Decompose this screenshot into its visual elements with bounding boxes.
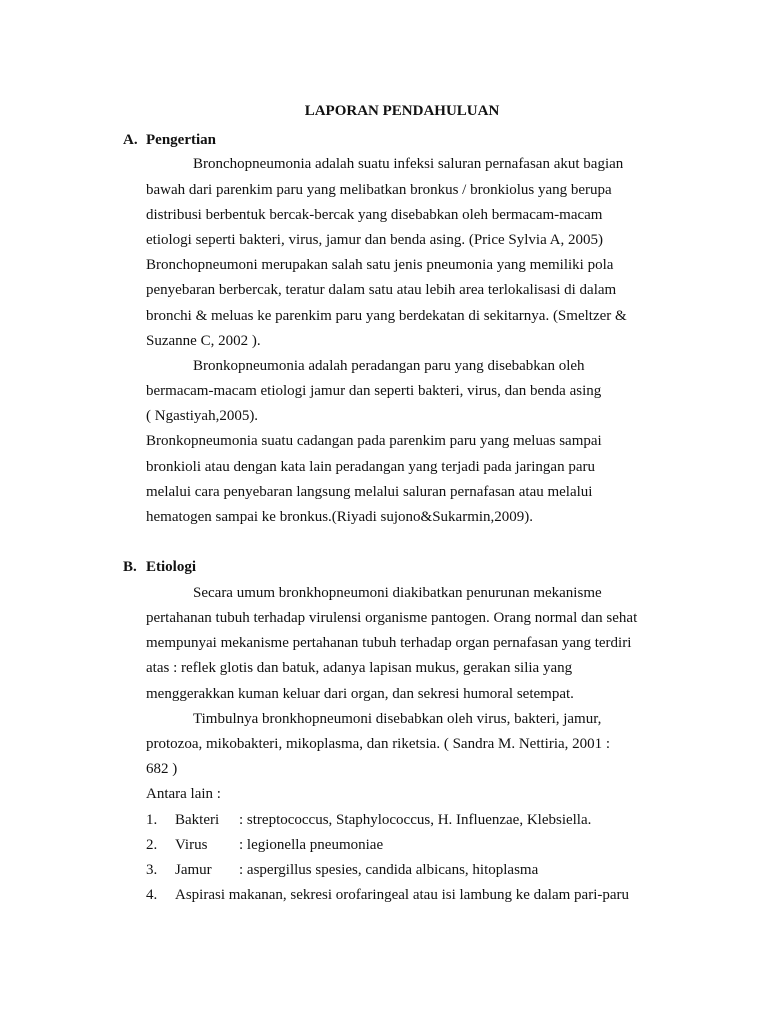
- section-title: Pengertian: [146, 132, 216, 148]
- list-label: Bakteri: [175, 812, 220, 828]
- section-heading-etiologi: [123, 557, 196, 577]
- paragraph-line: Suzanne C, 2002 ).: [146, 333, 261, 349]
- paragraph-line: bermacam-macam etiologi jamur dan seperti bakteri, virus, dan benda asing: [146, 383, 602, 399]
- list-number: 2.: [146, 837, 158, 853]
- list-label: Jamur: [175, 862, 212, 878]
- paragraph-line: ( Ngastiyah,2005).: [146, 408, 259, 424]
- paragraph-line: mempunyai mekanisme pertahanan tubuh terhadap organ pernafasan yang terdiri: [146, 635, 632, 651]
- document-title: LAPORAN PENDAHULUAN: [304, 103, 500, 119]
- paragraph-line: pertahanan tubuh terhadap virulensi organisme pantogen. Orang normal dan sehat: [146, 610, 638, 626]
- paragraph-line: atas : reflek glotis dan batuk, adanya lapisan mukus, gerakan silia yang: [146, 660, 573, 676]
- paragraph-line: bronchi & meluas ke parenkim paru yang berdekatan di sekitarnya. (Smeltzer &: [146, 308, 627, 324]
- paragraph-line: Bronchopneumonia adalah suatu infeksi saluran pernafasan akut bagian: [193, 156, 624, 172]
- paragraph-line: distribusi berbentuk bercak-bercak yang disebabkan oleh bermacam-macam: [146, 207, 603, 223]
- section-letter: A.: [123, 132, 138, 148]
- paragraph-line: Antara lain :: [146, 786, 221, 802]
- list-text: Aspirasi makanan, sekresi orofaringeal atau isi lambung ke dalam pari-paru: [175, 887, 630, 903]
- list-number: 1.: [146, 812, 158, 828]
- list-description: : streptococcus, Staphylococcus, H. Influenzae, Klebsiella.: [239, 812, 592, 828]
- section-letter: B.: [123, 559, 137, 575]
- list-number: 3.: [146, 862, 158, 878]
- paragraph-line: Bronkopneumonia adalah peradangan paru yang disebabkan oleh: [193, 358, 585, 374]
- paragraph-line: protozoa, mikobakteri, mikoplasma, dan riketsia. ( Sandra M. Nettiria, 2001 :: [146, 736, 611, 752]
- paragraph-line: melalui cara penyebaran langsung melalui saluran pernafasan atau melalui: [146, 484, 593, 500]
- paragraph-line: menggerakkan kuman keluar dari organ, dan sekresi humoral setempat.: [146, 686, 574, 702]
- paragraph-line: Timbulnya bronkhopneumoni disebabkan oleh virus, bakteri, jamur,: [193, 711, 602, 727]
- list-number: 4.: [146, 887, 158, 903]
- paragraph-line: Bronkopneumonia suatu cadangan pada parenkim paru yang meluas sampai: [146, 433, 602, 449]
- paragraph-line: hematogen sampai ke bronkus.(Riyadi sujono&Sukarmin,2009).: [146, 509, 534, 525]
- paragraph-line: Secara umum bronkhopneumoni diakibatkan penurunan mekanisme: [193, 585, 602, 601]
- list-description: : legionella pneumoniae: [239, 837, 384, 853]
- paragraph-line: 682 ): [146, 761, 178, 777]
- list-label: Virus: [175, 837, 208, 853]
- paragraph-line: etiologi seperti bakteri, virus, jamur dan benda asing. (Price Sylvia A, 2005): [146, 232, 603, 248]
- paragraph-line: Bronchopneumoni merupakan salah satu jenis pneumonia yang memiliki pola: [146, 257, 614, 273]
- paragraph-line: bronkioli atau dengan kata lain peradangan yang terjadi pada jaringan paru: [146, 459, 595, 475]
- list-description: : aspergillus spesies, candida albicans, hitoplasma: [239, 862, 539, 878]
- paragraph-line: penyebaran berbercak, teratur dalam satu atau lebih area terlokalisasi di dalam: [146, 282, 617, 298]
- section-heading-pengertian: [123, 130, 216, 150]
- paragraph-line: bawah dari parenkim paru yang melibatkan bronkus / bronkiolus yang berupa: [146, 182, 612, 198]
- section-title: Etiologi: [146, 559, 197, 575]
